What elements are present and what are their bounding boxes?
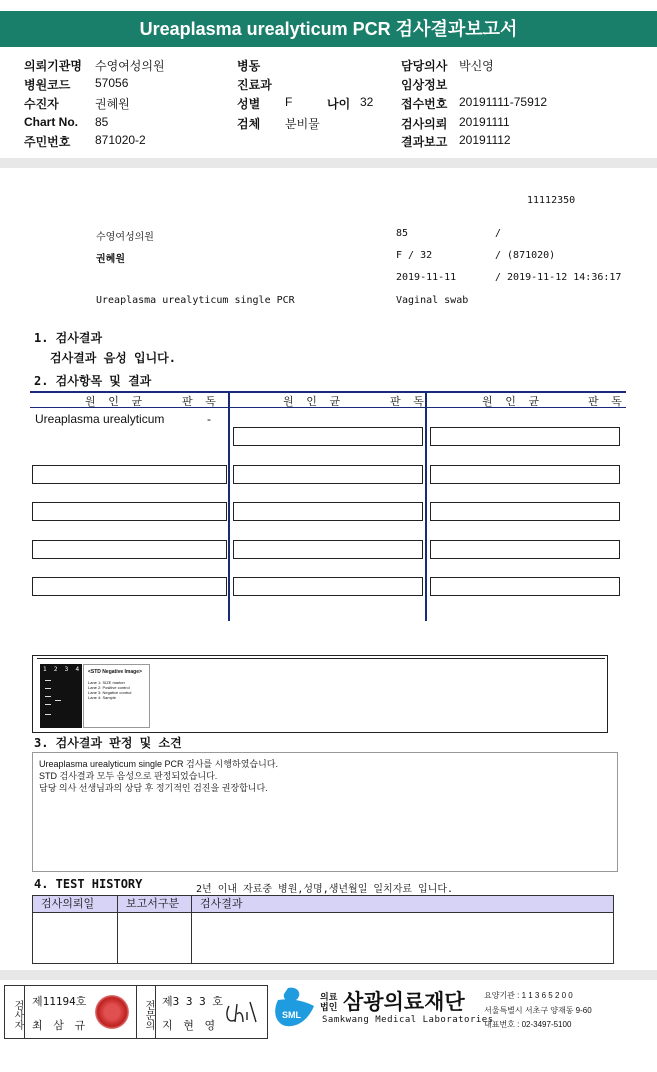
specimen-label: 검체 [237, 117, 261, 131]
report-label: 결과보고 [401, 135, 448, 149]
col-pathogen-2: 원 인 균 [283, 395, 344, 408]
result-cell [233, 540, 423, 559]
table-divider-2 [425, 391, 427, 621]
gel-band [45, 704, 51, 705]
divider-band [0, 158, 657, 168]
result-cell [430, 502, 620, 521]
summary-id: 11112350 [527, 195, 576, 206]
resident-value: 871020-2 [95, 133, 146, 147]
result-cell [430, 540, 620, 559]
gel-panel-rule [37, 658, 605, 659]
summary-resident: / (871020) [495, 250, 556, 261]
opinion-line: STD 검사결과 모두 음성으로 판정되었습니다. [39, 771, 218, 781]
result-cell [32, 540, 227, 559]
result-cell [233, 577, 423, 596]
history-col-line [117, 912, 118, 964]
receipt-label: 접수번호 [401, 97, 448, 111]
gel-caption-line: Lane 1: SIZE marker [88, 680, 125, 685]
report-title: Ureaplasma urealyticum PCR 검사결과보고서 [0, 11, 657, 47]
result-cell [430, 427, 620, 446]
section1-title: 1. 검사결과 [34, 331, 103, 345]
gel-caption-line: Lane 3: Negative control [88, 690, 132, 695]
gel-caption-title: <STD Negative Image> [88, 669, 142, 675]
result-cell [430, 577, 620, 596]
hospital-value: 수영여성의원 [95, 59, 165, 73]
patient-value: 권혜원 [95, 97, 130, 111]
request-label: 검사의뢰 [401, 117, 448, 131]
patient-label: 수진자 [24, 97, 59, 111]
gel-caption [83, 664, 150, 728]
history-header-type: 보고서구분 [117, 895, 192, 913]
result-cell [233, 502, 423, 521]
signature-box [4, 985, 268, 1039]
summary-test: Ureaplasma urealyticum single PCR [96, 295, 295, 306]
specialist-name: 지 현 영 [162, 1019, 218, 1032]
doctor-label: 담당의사 [401, 59, 448, 73]
org-code: 요양기관 : 1 1 3 6 5 2 0 0 [484, 991, 573, 1000]
org-name: 삼광의료재단 [343, 991, 465, 1014]
org-phone: 대표번호 : 02-3497-5100 [484, 1020, 572, 1029]
sml-logo-icon [270, 986, 318, 1032]
report-value: 20191112 [459, 133, 511, 147]
section1-text: 검사결과 음성 입니다. [50, 351, 177, 365]
inspector-no: 제11194호 [32, 995, 87, 1008]
org-address: 서울특별시 서초구 양재동 9-60 [484, 1006, 592, 1015]
code-label: 병원코드 [24, 78, 71, 92]
result-cell [32, 502, 227, 521]
history-col-line [191, 912, 192, 964]
gel-image [40, 664, 82, 728]
summary-date1: 2019-11-11 [396, 272, 457, 283]
gel-caption-line: Lane 2: Positive control [88, 685, 130, 690]
specimen-value: 분비물 [285, 117, 320, 131]
section4-title: 4. TEST HISTORY [34, 877, 143, 891]
signature-icon [223, 998, 263, 1028]
resident-label: 주민번호 [24, 135, 71, 149]
seal-stamp [95, 995, 129, 1029]
receipt-value: 20191111-75912 [459, 95, 548, 109]
org-legal: 의료법인 [320, 992, 338, 1012]
opinion-line: 담당 의사 선생님과의 상담 후 정기적인 검진을 권장합니다. [39, 783, 268, 793]
history-header-date: 검사의뢰일 [32, 895, 118, 913]
col-judge-1: 판 독 [182, 395, 219, 408]
sex-value: F [285, 95, 293, 109]
clinical-label: 임상정보 [401, 78, 448, 92]
summary-chart: 85 [396, 228, 409, 239]
first-item-result: - [207, 412, 211, 426]
result-cell [32, 465, 227, 484]
col-pathogen-1: 원 인 균 [85, 395, 146, 408]
inspector-label: 검사자 [5, 986, 25, 1038]
col-pathogen-3: 원 인 균 [482, 395, 543, 408]
org-english: Samkwang Medical Laboratories [322, 1015, 494, 1025]
summary-name: 권혜원 [96, 254, 125, 265]
gel-band [45, 680, 51, 681]
age-label: 나이 [327, 97, 351, 111]
gel-caption-line: Lane 4: Sample [88, 695, 117, 700]
specialist-no: 제3 3 3 호 [162, 995, 223, 1008]
code-value: 57056 [95, 76, 129, 90]
result-cell [32, 577, 227, 596]
opinion-box [32, 752, 618, 872]
summary-sex-age: F / 32 [396, 250, 433, 261]
first-item-name: Ureaplasma urealyticum [35, 412, 165, 426]
summary-date2: / 2019-11-12 14:36:17 [495, 272, 622, 283]
sex-label: 성별 [237, 97, 261, 111]
sml-logo-text: SML [282, 1010, 301, 1020]
opinion-line: Ureaplasma urealyticum single PCR 검사를 시행하였습니다. [39, 759, 278, 769]
result-cell [430, 465, 620, 484]
col-judge-3: 판 독 [588, 395, 625, 408]
inspector-name: 최 삼 규 [32, 1019, 88, 1032]
section3-title: 3. 검사결과 판정 및 소견 [34, 736, 182, 750]
section2-title: 2. 검사항목 및 결과 [34, 374, 152, 388]
col-judge-2: 판 독 [390, 395, 427, 408]
gel-band [45, 696, 51, 697]
gel-panel [32, 655, 608, 733]
section4-note: 2년 이내 자료중 병원,성명,생년월일 일치자료 입니다. [196, 884, 454, 895]
age-value: 32 [360, 95, 374, 109]
result-cell [233, 427, 423, 446]
summary-specimen: Vaginal swab [396, 295, 469, 306]
ward-label: 병동 [237, 59, 261, 73]
chart-value: 85 [95, 115, 109, 129]
chart-label: Chart No. [24, 115, 78, 129]
doctor-value: 박신영 [459, 59, 494, 73]
table-divider-1 [228, 391, 230, 621]
result-cell [233, 465, 423, 484]
history-header-result: 검사결과 [191, 895, 614, 913]
footer-band [0, 970, 657, 980]
dept-label: 진료과 [237, 78, 272, 92]
request-value: 20191111 [459, 115, 510, 129]
gel-band [45, 688, 51, 689]
gel-lanes: 1 2 3 4 [43, 666, 80, 673]
hospital-label: 의뢰기관명 [24, 59, 82, 73]
gel-band [55, 700, 61, 701]
summary-slash: / [495, 228, 502, 239]
summary-hospital: 수영여성의원 [96, 232, 154, 243]
gel-band [45, 714, 51, 715]
specialist-label: 전문의 [136, 986, 156, 1038]
